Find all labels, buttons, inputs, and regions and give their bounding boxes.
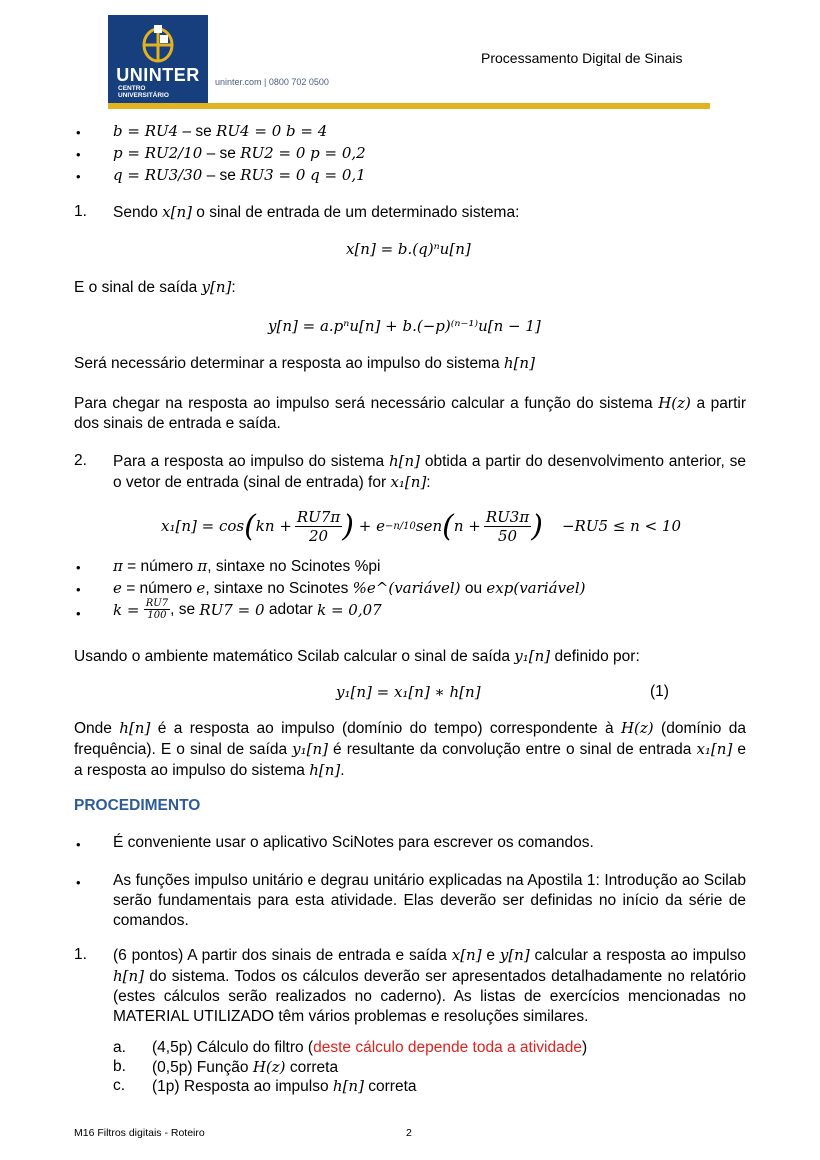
bullet-dot: • [76,582,81,597]
header-title: Processamento Digital de Sinais [481,50,683,66]
header-contact: uninter.com | 0800 702 0500 [215,77,329,87]
paragraph-where: Onde h[n] é a resposta ao impulso (domínio do tempo) correspondente à H(z) (domínio da frequência). E o sinal de saída y₁[n] é resultante da convolução entre o sinal de entrada x₁[n] e a resposta ao impulso do sistema h[n]. [74,719,746,779]
bullet-dot: • [76,560,81,575]
paragraph-system-function: Para chegar na resposta ao impulso será necessário calcular a função do sistema H(z) a partir dos sinais de entrada e saída. [74,394,746,432]
equation-x1: x₁[n] = cos ( kn + $\frac{RU7\pi}{20}$ ) + e −n/10 sen ( n + $\frac{RU3\pi}{50}$ ) −RU5 ≤ n < 10 [161,507,681,545]
logo-name: UNINTER [116,65,200,85]
bullet-pi: π = número π, sintaxe no Scinotes %pi [113,557,381,575]
task1-text: (6 pontos) A partir dos sinais de entrada e saída x[n] e y[n] calcular a resposta ao impulso h[n] do sistema. Todos os cálculos deverão ser apresentados detalhadamente no relatório (estes cálculos serão realizados no caderno). As listas de exercícios mencionadas no MATERIAL UTILIZADO têm vários problemas e resoluções similares. [113,946,746,1025]
bullet-dot: • [76,837,81,852]
bullet-dot: • [76,125,81,140]
subitem-b: (0,5p) Função H(z) correta [152,1058,339,1076]
bullet-dot: • [76,147,81,162]
item1-text: Sendo x[n] o sinal de entrada de um determinado sistema: [113,203,520,221]
subitem-a: (4,5p) Cálculo do filtro (deste cálculo depende toda a atividade) [152,1039,588,1056]
bullet-p-definition: p = RU2/10 – se RU2 = 0 p = 0,2 [113,144,366,162]
need-text: Será necessário determinar a resposta ao impulso do sistema h[n] [74,354,535,372]
procedure-heading: PROCEDIMENTO [74,797,201,814]
bullet-dot: • [76,606,81,621]
equation-convolution: y₁[n] = x₁[n] ∗ h[n] [336,683,481,701]
equation-number: (1) [650,683,669,700]
uninter-logo [108,15,208,105]
subitem-letter: a. [113,1039,126,1056]
bullet-b-definition: b = RU4 – se RU4 = 0 b = 4 [113,122,328,140]
subitem-c: (1p) Resposta ao impulso h[n] correta [152,1077,417,1095]
task-number: 1. [74,946,87,963]
equation-x: x[n] = b.(q)ⁿu[n] [346,240,471,258]
bullet-q-definition: q = RU3/30 – se RU3 = 0 q = 0,1 [113,166,366,184]
procedure-bullet: É conveniente usar o aplicativo SciNotes para escrever os comandos. [113,834,594,851]
logo-subtitle: CENTRO UNIVERSITÁRIO [118,85,169,99]
page-number: 2 [406,1127,412,1139]
procedure-bullet: As funções impulso unitário e degrau unitário explicadas na Apostila 1: Introdução ao Scilab serão fundamentais para esta atividade. Elas deverão ser definidas no início da série de comandos. [113,872,746,929]
item2-text: Para a resposta ao impulso do sistema h[n] obtida a partir do desenvolvimento anterior, se o vetor de entrada (sinal de entrada) for x₁[n]: [113,452,746,491]
bullet-dot: • [76,169,81,184]
bullet-k: k = $\frac{RU7}{100}$ , se RU7 = 0 adotar k = 0,07 [113,598,382,621]
footer-title: M16 Filtros digitais - Roteiro [74,1127,205,1139]
equation-y: y[n] = a.pⁿu[n] + b.(−p)⁽ⁿ⁻¹⁾u[n − 1] [268,317,541,335]
bullet-e: e = número e, sintaxe no Scinotes %e^(variável) ou exp(variável) [113,579,586,597]
subitem-letter: b. [113,1058,126,1075]
subitem-letter: c. [113,1077,126,1094]
item-number: 2. [74,452,87,469]
scilab-text: Usando o ambiente matemático Scilab calcular o sinal de saída y₁[n] definido por: [74,647,640,665]
bullet-dot: • [76,875,81,890]
output-signal-text: E o sinal de saída y[n]: [74,278,236,296]
header-rule [108,103,710,109]
globe-emblem-icon [130,23,186,65]
item-number: 1. [74,203,87,220]
